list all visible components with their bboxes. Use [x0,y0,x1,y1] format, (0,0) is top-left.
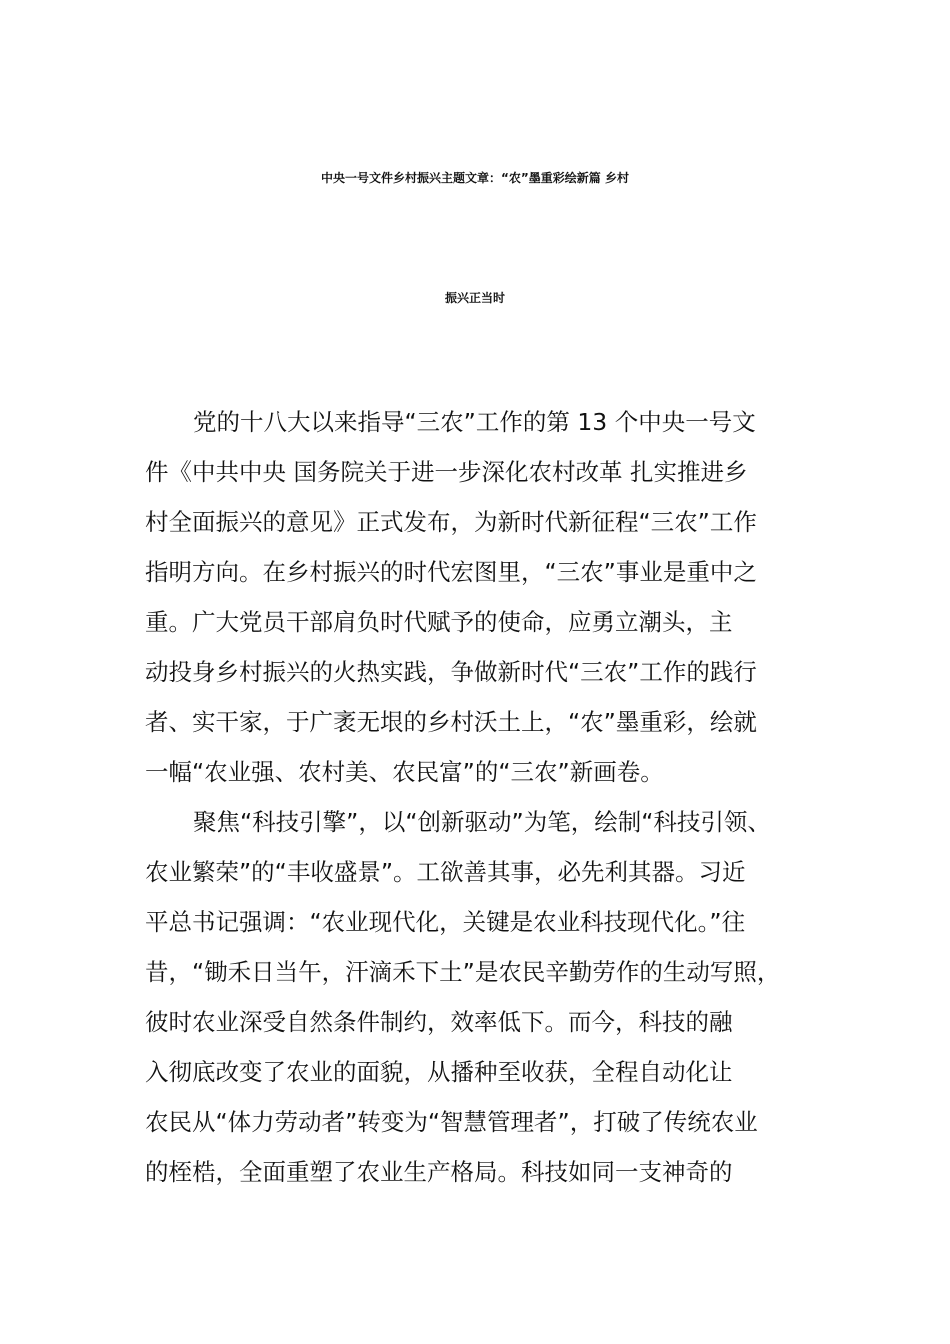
document-title-line-1: 中央一号文件乡村振兴主题文章：“农”墨重彩绘新篇 乡村 [321,171,629,185]
paragraph-1-line-1: 党的十八大以来指导“三农”工作的第 13 个中央一号文 [193,408,756,436]
paragraph-2-line-8: 的桎梏，全面重塑了农业生产格局。科技如同一支神奇的 [145,1158,733,1186]
paragraph-1-line-2: 件《中共中央 国务院关于进一步深化农村改革 扎实推进乡 [145,458,748,486]
paragraph-1-line-7: 者、实干家，于广袤无垠的乡村沃土上，“农”墨重彩，绘就 [145,708,757,736]
paragraph-2-line-5: 彼时农业深受自然条件制约，效率低下。而今，科技的融 [145,1008,733,1036]
paragraph-1-line-6: 动投身乡村振兴的火热实践，争做新时代“三农”工作的践行 [145,658,757,686]
paragraph-2-line-3: 平总书记强调：“农业现代化，关键是农业科技现代化。”往 [145,908,746,936]
paragraph-1-line-8: 一幅“农业强、农村美、农民富”的“三农”新画卷。 [145,758,664,786]
paragraph-2-line-6: 入彻底改变了农业的面貌，从播种至收获，全程自动化让 [145,1058,733,1086]
paragraph-1-line-5: 重。广大党员干部肩负时代赋予的使命，应勇立潮头，主 [145,608,733,636]
paragraph-1-line-4: 指明方向。在乡村振兴的时代宏图里，“三农”事业是重中之 [145,558,757,586]
paragraph-1-line-3: 村全面振兴的意见》正式发布，为新时代新征程“三农”工作 [145,508,757,536]
paragraph-2-line-4: 昔，“锄禾日当午，汗滴禾下土”是农民辛勤劳作的生动写照， [145,958,781,986]
document-title-line-2: 振兴正当时 [444,291,505,305]
paragraph-2-line-7: 农民从“体力劳动者”转变为“智慧管理者”，打破了传统农业 [145,1108,758,1136]
paragraph-2-line-1: 聚焦“科技引擎”，以“创新驱动”为笔，绘制“科技引领、 [193,808,771,836]
paragraph-2-line-2: 农业繁荣”的“丰收盛景”。工欲善其事，必先利其器。习近 [145,858,746,886]
